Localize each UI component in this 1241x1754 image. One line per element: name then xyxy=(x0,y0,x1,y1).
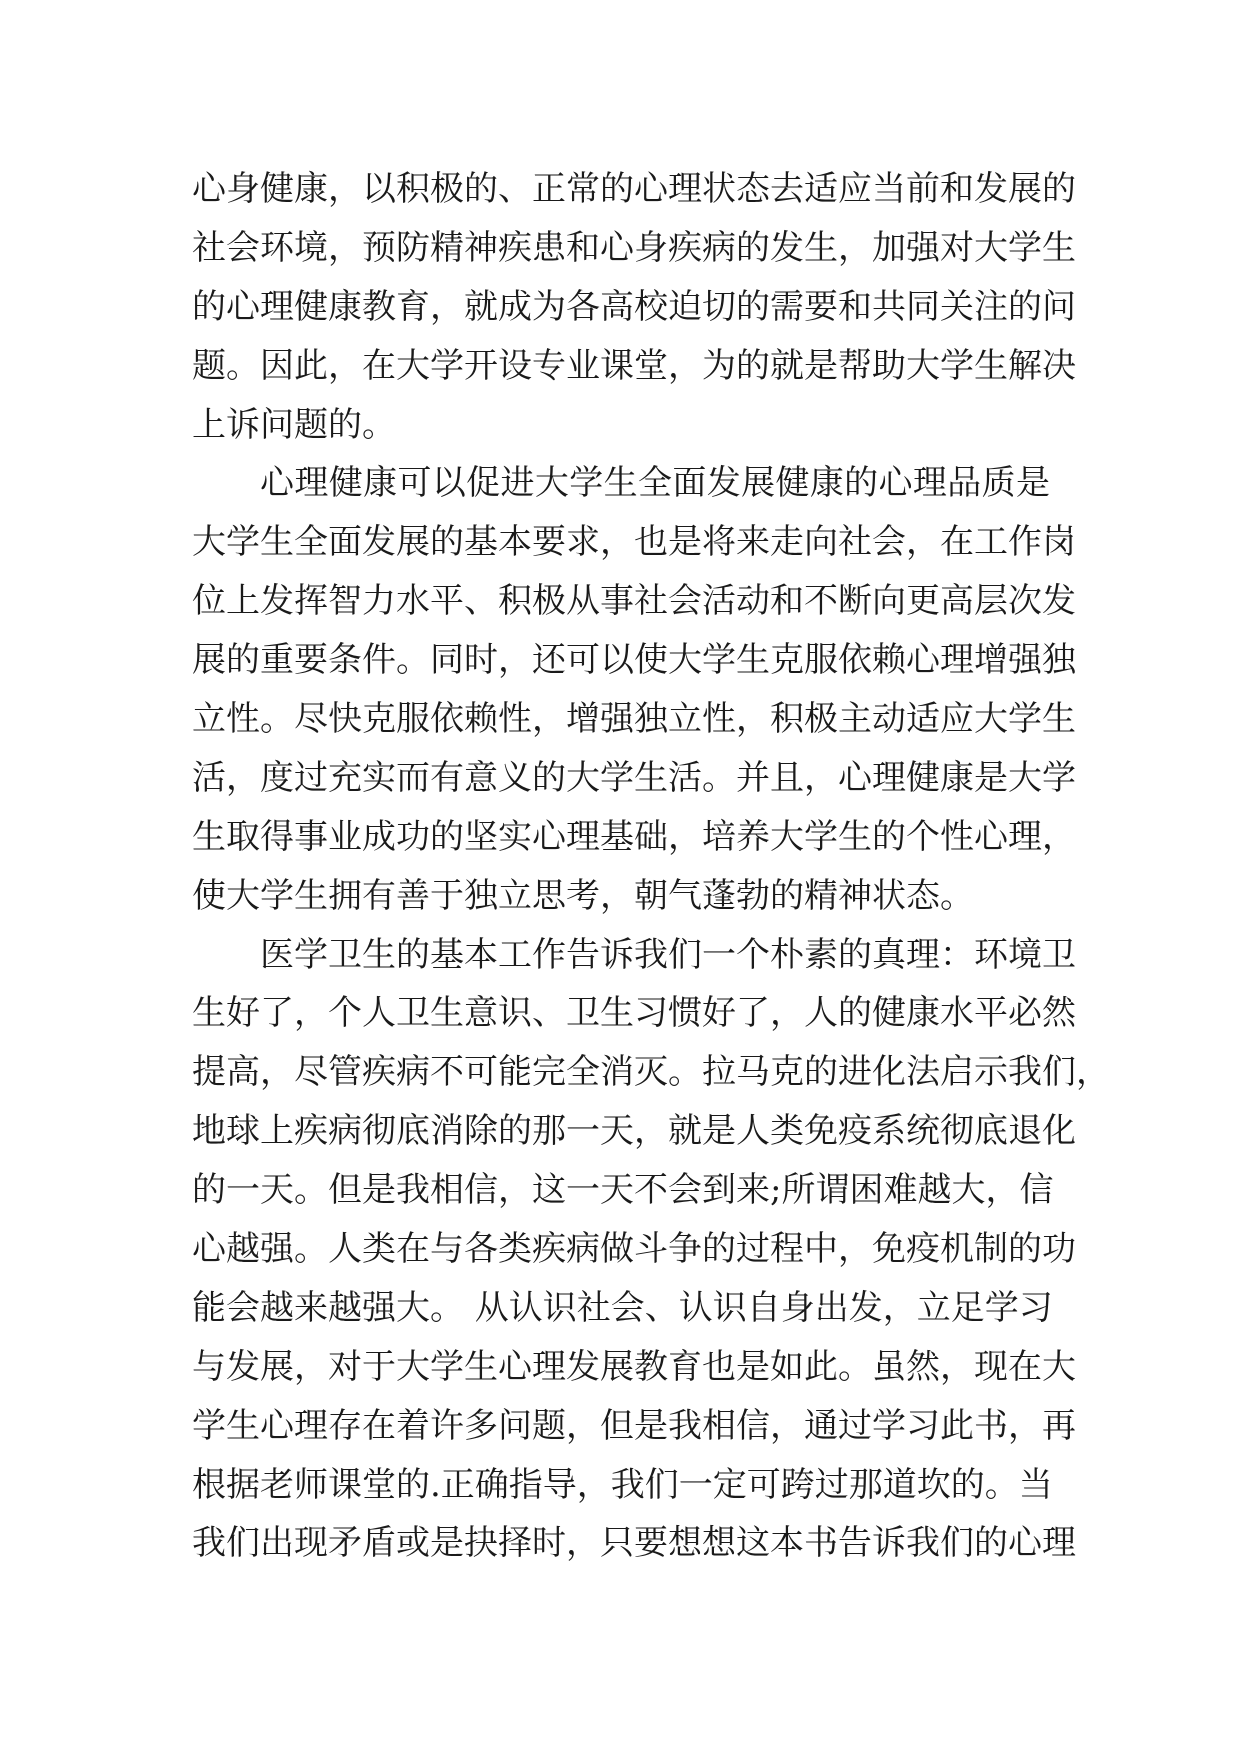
text-line: 医学卫生的基本工作告诉我们一个朴素的真理：环境卫 xyxy=(260,934,1076,975)
text-line: 题。因此，在大学开设专业课堂，为的就是帮助大学生解决 xyxy=(192,345,1076,386)
text-line: 提高，尽管疾病不可能完全消灭。拉马克的进化法启示我们， xyxy=(192,1052,1110,1093)
body-text xyxy=(192,160,1110,1573)
text-line: 心身健康，以积极的、正常的心理状态去适应当前和发展的 xyxy=(192,169,1076,209)
text-line: 生好了，个人卫生意识、卫生习惯好了，人的健康水平必然 xyxy=(192,993,1076,1034)
text-line: 生取得事业成功的坚实心理基础，培养大学生的个性心理， xyxy=(192,816,1076,857)
text-line: 学生心理存在着许多问题，但是我相信，通过学习此书，再 xyxy=(192,1405,1076,1446)
text-line: 根据老师课堂的.正确指导，我们一定可跨过那道坎的。当 xyxy=(192,1464,1053,1505)
text-line: 立性。尽快克服依赖性，增强独立性，积极主动适应大学生 xyxy=(192,699,1076,740)
text-line: 心越强。人类在与各类疾病做斗争的过程中，免疫机制的功 xyxy=(192,1229,1076,1270)
text-line: 的心理健康教育，就成为各高校迫切的需要和共同关注的问 xyxy=(192,286,1076,327)
text-line: 地球上疾病彻底消除的那一天，就是人类免疫系统彻底退化 xyxy=(192,1111,1076,1152)
text-line: 与发展，对于大学生心理发展教育也是如此。虽然，现在大 xyxy=(192,1346,1076,1387)
text-line: 使大学生拥有善于独立思考，朝气蓬勃的精神状态。 xyxy=(192,875,974,916)
text-line: 活，度过充实而有意义的大学生活。并且，心理健康是大学 xyxy=(192,757,1076,798)
text-line: 位上发挥智力水平、积极从事社会活动和不断向更高层次发 xyxy=(192,581,1076,622)
text-line: 心理健康可以促进大学生全面发展健康的心理品质是 xyxy=(260,463,1050,504)
text-line: 上诉问题的。 xyxy=(192,404,396,445)
text-line: 大学生全面发展的基本要求，也是将来走向社会，在工作岗 xyxy=(192,522,1076,563)
text-line: 能会越来越强大。 从认识社会、认识自身出发，立足学习 xyxy=(192,1287,1053,1328)
text-line: 社会环境，预防精神疾患和心身疾病的发生，加强对大学生 xyxy=(192,227,1076,268)
text-line: 我们出现矛盾或是抉择时，只要想想这本书告诉我们的心理 xyxy=(192,1523,1076,1564)
text-line: 的一天。但是我相信，这一天不会到来;所谓困难越大，信 xyxy=(192,1170,1054,1211)
text-line: 展的重要条件。同时，还可以使大学生克服依赖心理增强独 xyxy=(192,640,1076,681)
